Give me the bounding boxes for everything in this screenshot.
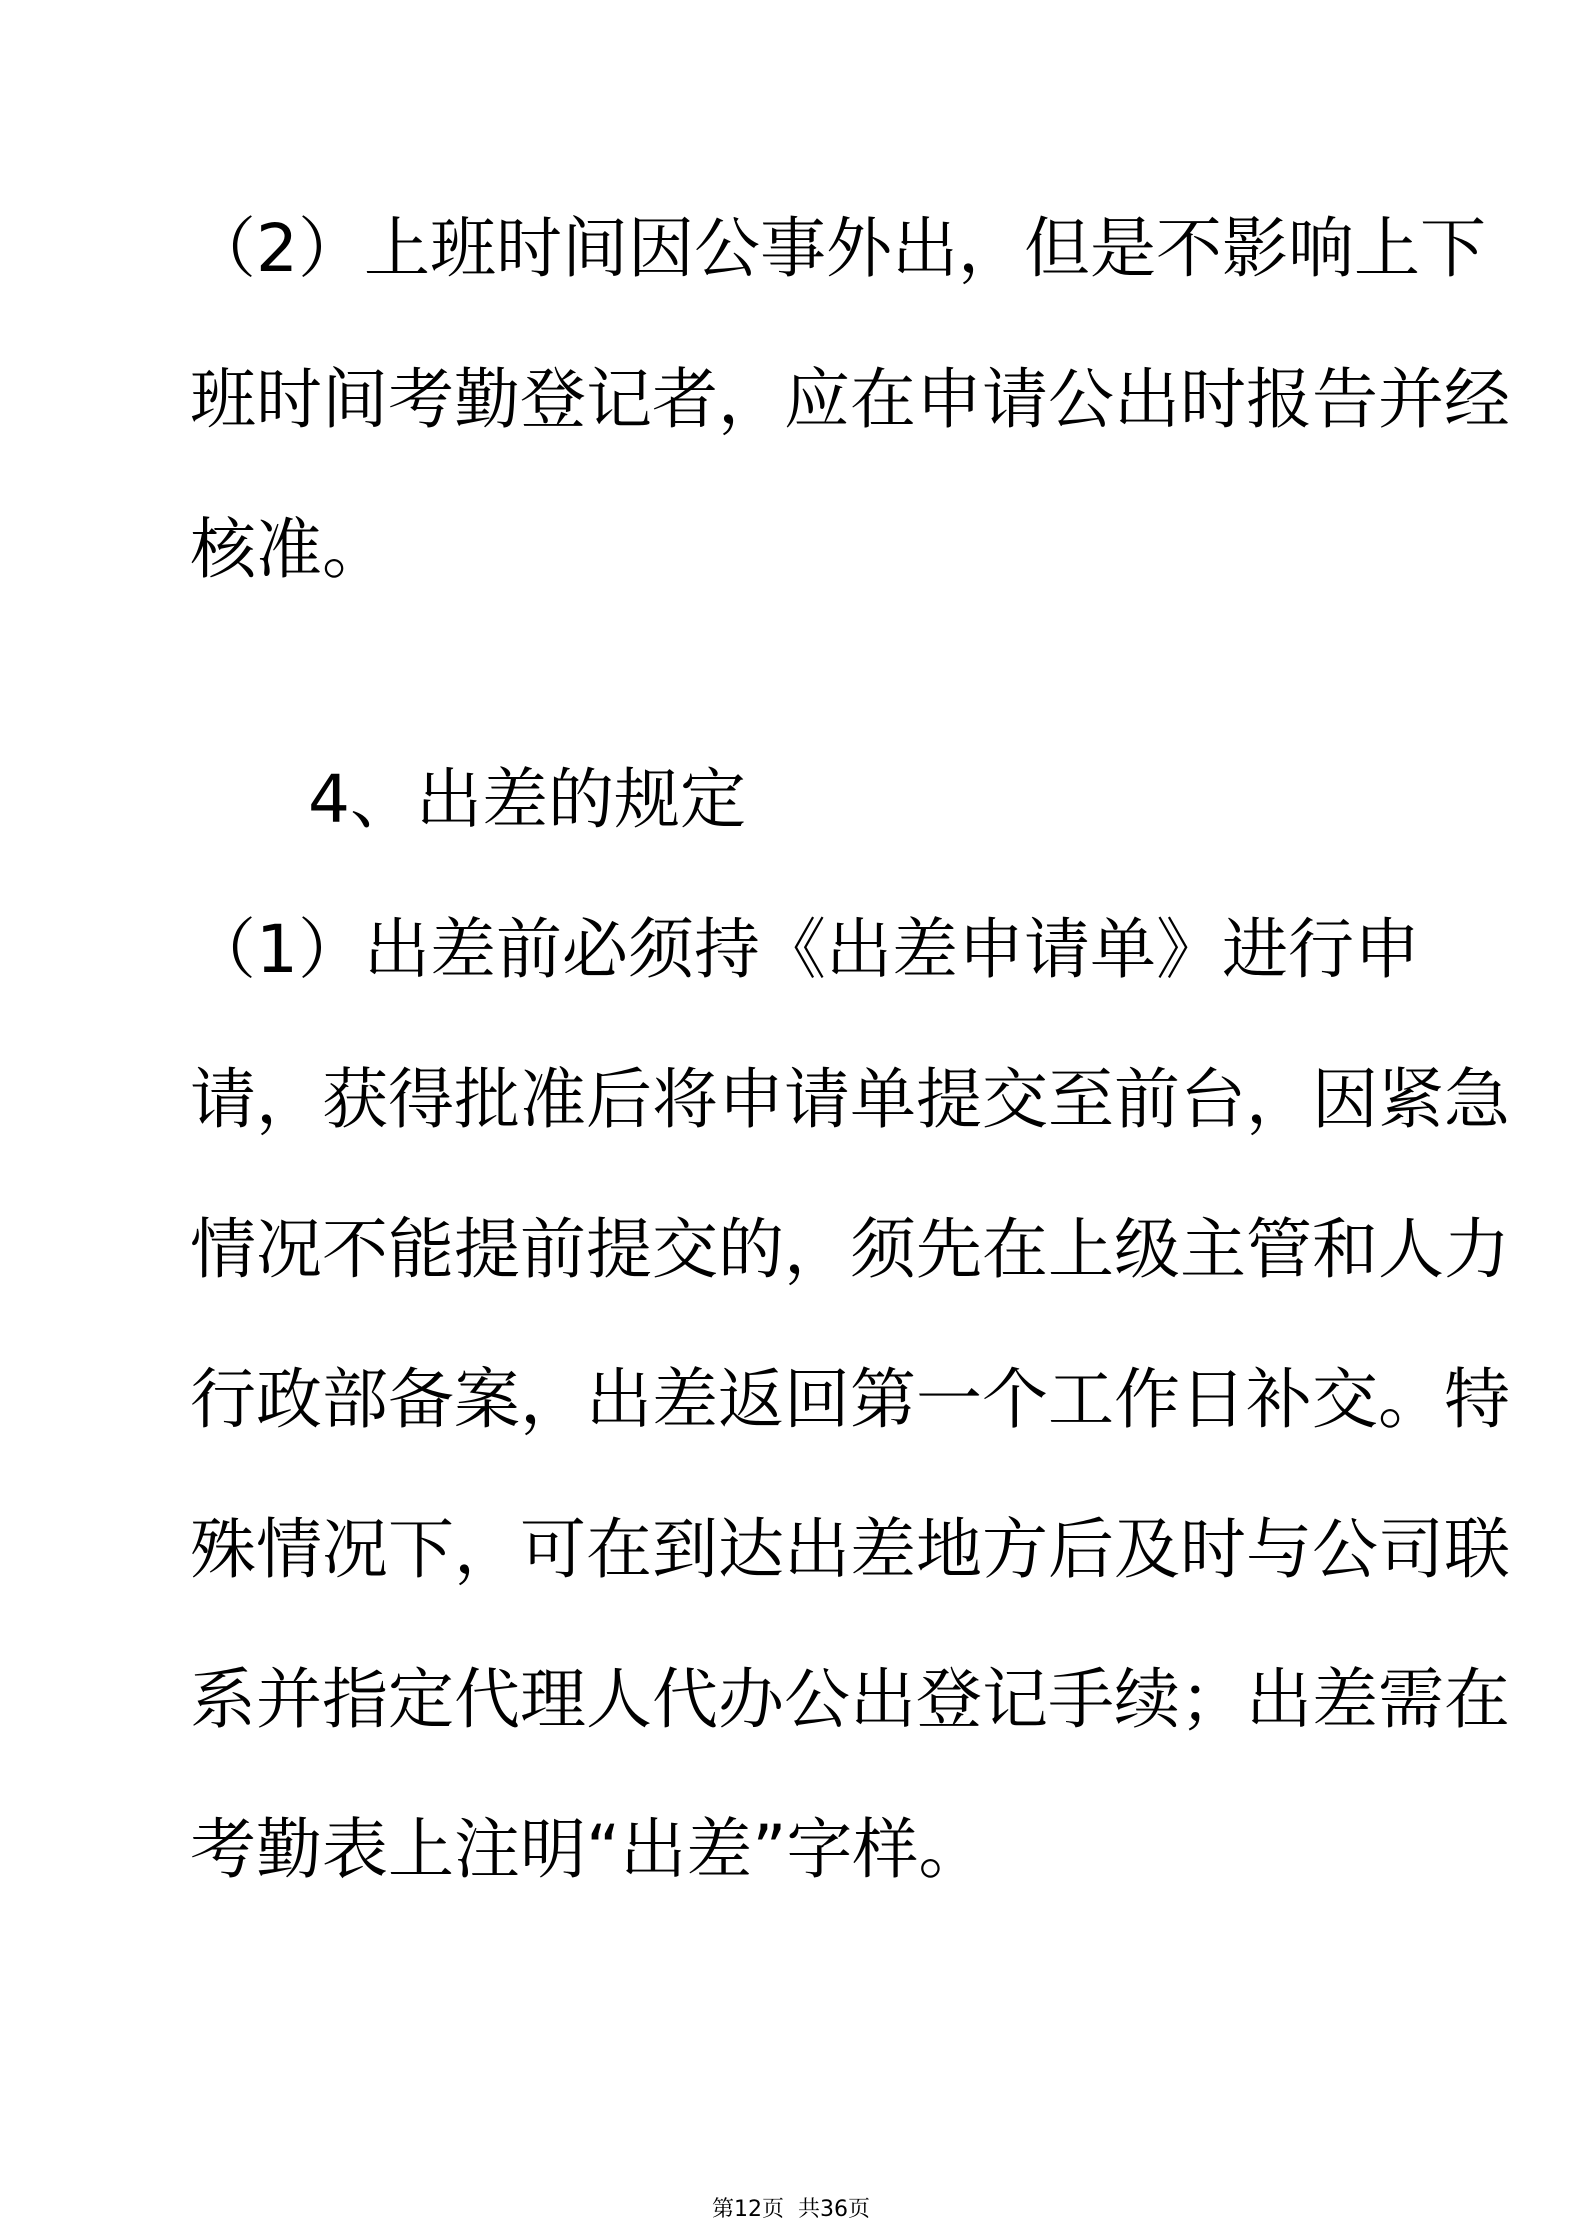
paragraph-line: 系并指定代理人代办公出登记手续；出差需在: [190, 1661, 1510, 1738]
paragraph-line: 班时间考勤登记者，应在申请公出时报告并经: [190, 361, 1510, 438]
page-indicator: 第12页 共36页: [712, 2197, 870, 2222]
paragraph-line: （1）出差前必须持《出差申请单》进行申: [190, 911, 1420, 988]
section-heading: 4、出差的规定: [308, 761, 746, 838]
paragraph-line: 请，获得批准后将申请单提交至前台，因紧急: [190, 1061, 1510, 1138]
paragraph-line: （2）上班时间因公事外出，但是不影响上下: [190, 210, 1486, 287]
paragraph-line: 殊情况下，可在到达出差地方后及时与公司联: [190, 1511, 1510, 1588]
paragraph-line: 核准。: [190, 511, 388, 588]
paragraph-line: 考勤表上注明“出差”字样。: [190, 1811, 985, 1888]
paragraph-line: 情况不能提前提交的，须先在上级主管和人力: [190, 1211, 1510, 1288]
paragraph-line: 行政部备案，出差返回第一个工作日补交。特: [190, 1361, 1510, 1438]
